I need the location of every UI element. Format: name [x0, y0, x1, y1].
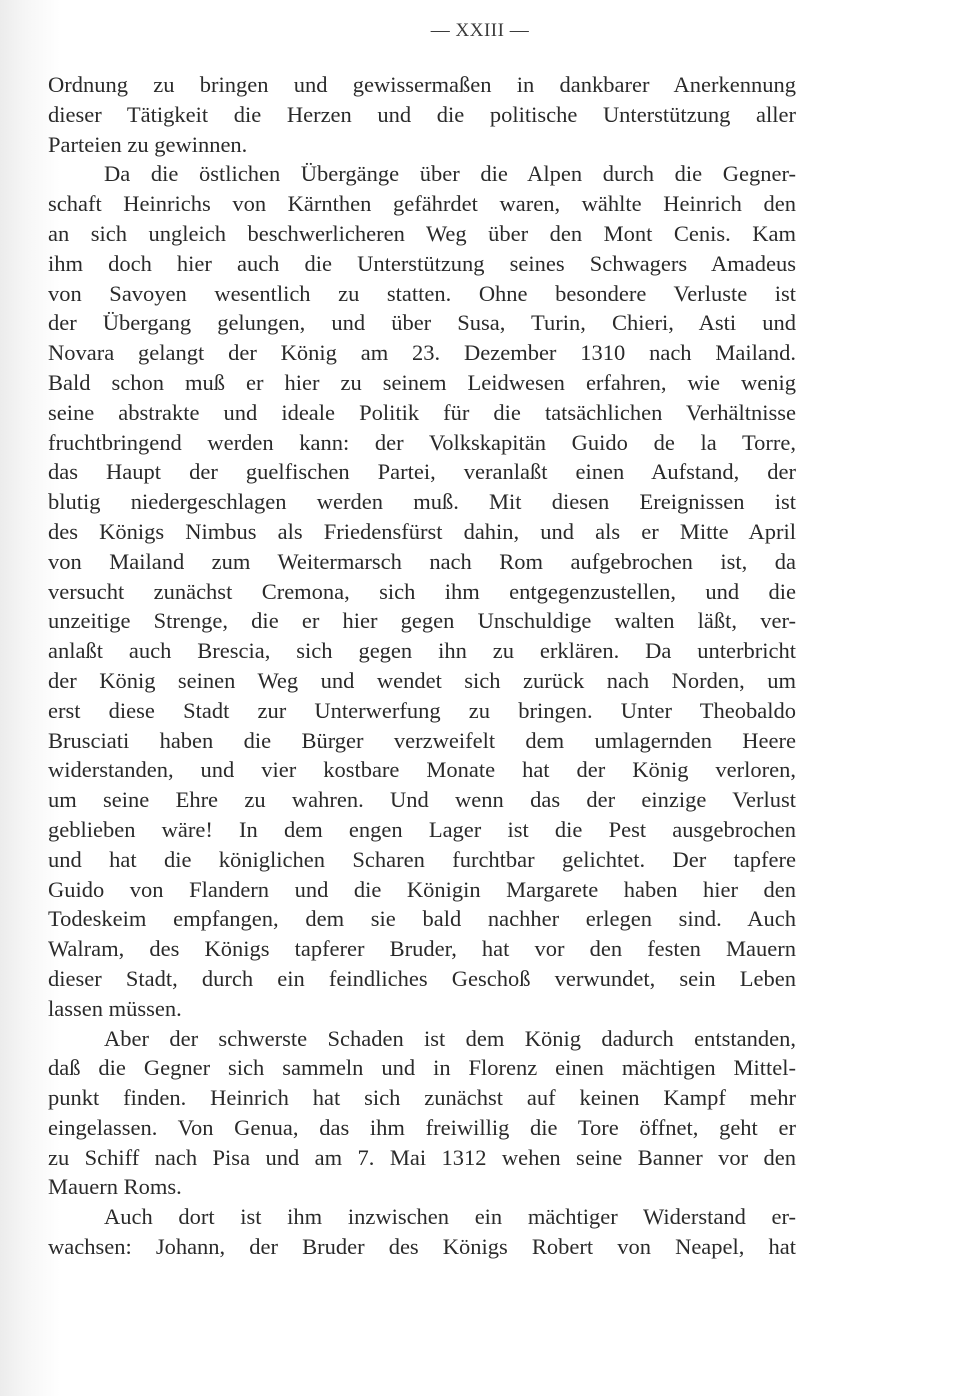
- text-line: versucht zunächst Cremona, sich ihm entgegenzustellen, und die: [48, 578, 796, 604]
- text-line: Brusciati haben die Bürger verzweifelt dem umlagernden Heere: [48, 727, 796, 753]
- text-line: Aber der schwerste Schaden ist dem König dadurch entstanden,: [104, 1025, 796, 1051]
- text-line: dieser Stadt, durch ein feindliches Geschoß verwundet, sein Leben: [48, 965, 796, 991]
- text-line: daß die Gegner sich sammeln und in Florenz einen mächtigen Mittel-: [48, 1055, 796, 1081]
- text-line: von Savoyen wesentlich zu statten. Ohne besondere Verluste ist: [48, 280, 796, 306]
- text-line: seine abstrakte und ideale Politik für die tatsächlichen Verhältnisse: [48, 399, 796, 425]
- text-line: von Mailand zum Weitermarsch nach Rom aufgebrochen ist, da: [48, 548, 796, 574]
- text-line: anlaßt auch Brescia, sich gegen ihn zu erklären. Da unterbricht: [48, 638, 796, 664]
- text-line: Mauern Roms.: [48, 1174, 182, 1200]
- text-line: der Übergang gelungen, und über Susa, Turin, Chieri, Asti und: [48, 310, 796, 336]
- text-line: zu Schiff nach Pisa und am 7. Mai 1312 wehen seine Banner vor den: [48, 1144, 796, 1170]
- text-line: um seine Ehre zu wahren. Und wenn das der einzige Verlust: [48, 787, 796, 813]
- text-line: und hat die königlichen Scharen furchtbar gelichtet. Der tapfere: [48, 846, 796, 872]
- text-line: Novara gelangt der König am 23. Dezember 1310 nach Mailand.: [48, 340, 796, 366]
- text-line: des Königs Nimbus als Friedensfürst dahin, und als er Mitte April: [48, 518, 796, 544]
- text-line: Parteien zu gewinnen.: [48, 131, 248, 157]
- text-line: widerstanden, und vier kostbare Monate hat der König verloren,: [48, 757, 796, 783]
- text-line: dieser Tätigkeit die Herzen und die politische Unterstützung aller: [48, 101, 796, 127]
- text-line: Auch dort ist ihm inzwischen ein mächtiger Widerstand er-: [104, 1204, 796, 1230]
- text-line: der König seinen Weg und wendet sich zurück nach Norden, um: [48, 667, 796, 693]
- page-number-header: — XXIII —: [430, 20, 530, 41]
- text-line: punkt finden. Heinrich hat sich zunächst auf keinen Kampf mehr: [48, 1085, 796, 1111]
- text-line: Da die östlichen Übergänge über die Alpen durch die Gegner-: [104, 161, 796, 187]
- text-line: Ordnung zu bringen und gewissermaßen in dankbarer Anerkennung: [48, 72, 796, 97]
- text-line: schaft Heinrichs von Kärnthen gefährdet waren, wählte Heinrich den: [48, 191, 796, 217]
- text-line: lassen müssen.: [48, 995, 182, 1021]
- text-line: unzeitige Strenge, die er hier gegen Unschuldige walten läßt, ver-: [48, 608, 796, 634]
- text-line: eingelassen. Von Genua, das ihm freiwillig die Tore öffnet, geht er: [48, 1114, 796, 1140]
- text-line: wachsen: Johann, der Bruder des Königs Robert von Neapel, hat: [48, 1234, 796, 1260]
- text-line: ihm doch hier auch die Unterstützung seines Schwagers Amadeus: [48, 250, 796, 276]
- text-line: blutig niedergeschlagen werden muß. Mit diesen Ereignissen ist: [48, 489, 796, 515]
- text-line: Walram, des Königs tapferer Bruder, hat vor den festen Mauern: [48, 936, 796, 962]
- text-line: Bald schon muß er hier zu seinem Leidwesen erfahren, wie wenig: [48, 369, 796, 395]
- text-line: an sich ungleich beschwerlicheren Weg über den Mont Cenis. Kam: [48, 220, 796, 246]
- text-line: geblieben wäre! In dem engen Lager ist die Pest ausgebrochen: [48, 816, 796, 842]
- text-line: fruchtbringend werden kann: der Volkskapitän Guido de la Torre,: [48, 429, 796, 455]
- text-line: Guido von Flandern und die Königin Margarete haben hier den: [48, 876, 796, 902]
- text-line: erst diese Stadt zur Unterwerfung zu bringen. Unter Theobaldo: [48, 697, 796, 723]
- text-line: das Haupt der guelfischen Partei, veranlaßt einen Aufstand, der: [48, 459, 796, 485]
- body-text: [48, 70, 796, 1262]
- text-line: Todeskeim empfangen, dem sie bald nachher erlegen sind. Auch: [48, 906, 796, 932]
